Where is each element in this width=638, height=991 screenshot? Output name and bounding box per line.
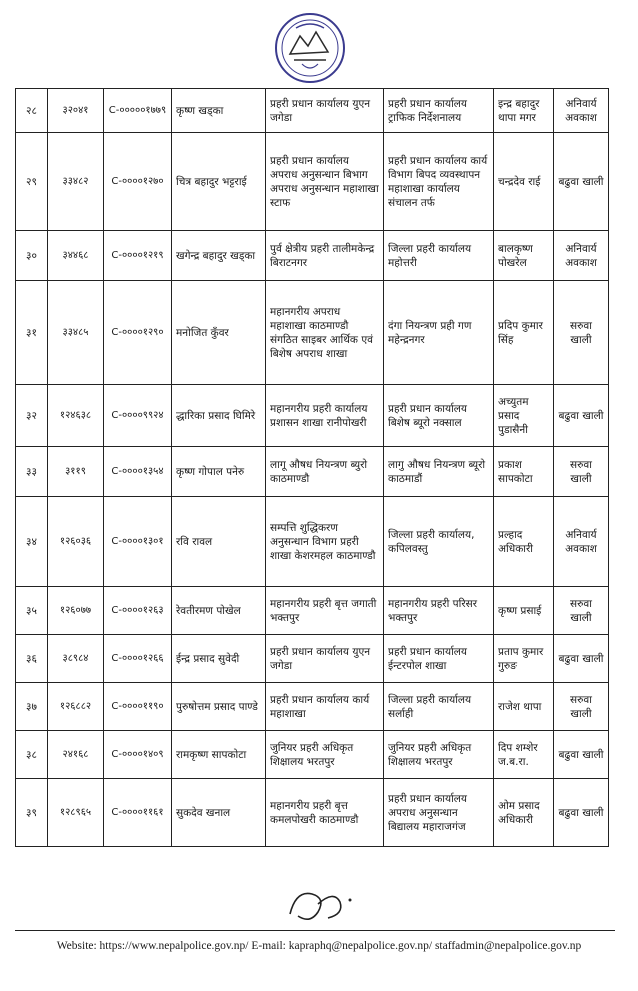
cell-to: प्रहरी प्रधान कार्यालय ट्राफिक निर्देशनालय <box>384 89 494 133</box>
cell-code: १२४६३८ <box>48 385 104 447</box>
cell-id: C-००००१२६६ <box>104 635 172 683</box>
cell-from: महानगरीय प्रहरी कार्यालय प्रशासन शाखा रानीपोखरी <box>266 385 384 447</box>
table-row <box>16 447 609 497</box>
cell-id: C-००००१२७० <box>104 133 172 231</box>
cell-code: ३४४६८ <box>48 231 104 281</box>
cell-sn: २९ <box>16 133 48 231</box>
cell-to: जिल्ला प्रहरी कार्यालय महोत्तरी <box>384 231 494 281</box>
cell-id: C-००००९९२४ <box>104 385 172 447</box>
cell-to: प्रहरी प्रधान कार्यालय कार्य विभाग बिपद व्यवस्थापन महाशाखा कार्यालय संचालन तर्फ <box>384 133 494 231</box>
cell-to: जिल्ला प्रहरी कार्यालय, कपिलवस्तु <box>384 497 494 587</box>
cell-sn: ३५ <box>16 587 48 635</box>
table-row <box>16 385 609 447</box>
cell-to: प्रहरी प्रधान कार्यालय अपराध अनुसन्धान बिद्यालय महाराजगंज <box>384 779 494 847</box>
cell-sn: ३८ <box>16 731 48 779</box>
cell-code: १२६०७७ <box>48 587 104 635</box>
cell-from: जुनियर प्रहरी अधिकृत शिक्षालय भरतपुर <box>266 731 384 779</box>
cell-to: लागु औषध नियन्त्रण ब्यूरो काठमाडौं <box>384 447 494 497</box>
table-row <box>16 731 609 779</box>
signature-icon <box>282 880 362 930</box>
table-row <box>16 133 609 231</box>
cell-from: सम्पत्ति शुद्धिकरण अनुसन्धान विभाग प्रहरी शाखा केशरमहल काठमाण्डौ <box>266 497 384 587</box>
cell-from: प्रहरी प्रधान कार्यालय युएन जगेडा <box>266 635 384 683</box>
cell-remark: बढुवा खाली <box>554 385 609 447</box>
cell-remark: सरुवा खाली <box>554 683 609 731</box>
cell-sn: ३२ <box>16 385 48 447</box>
cell-from: महानगरीय प्रहरी बृत्त जगाती भक्तपुर <box>266 587 384 635</box>
cell-remark: अनिवार्य अवकाश <box>554 497 609 587</box>
cell-name: चित्र बहादुर भट्टराई <box>172 133 266 231</box>
cell-to: दंगा नियन्त्रण प्रही गण महेन्द्रनगर <box>384 281 494 385</box>
cell-code: ३३४८२ <box>48 133 104 231</box>
cell-name: द्धारिका प्रसाद घिमिरे <box>172 385 266 447</box>
cell-replacement: कृष्ण प्रसाई <box>494 587 554 635</box>
cell-remark: सरुवा खाली <box>554 447 609 497</box>
cell-name: खगेन्द्र बहादुर खड्का <box>172 231 266 281</box>
cell-to: जुनियर प्रहरी अधिकृत शिक्षालय भरतपुर <box>384 731 494 779</box>
table-row <box>16 587 609 635</box>
cell-code: २४१६८ <box>48 731 104 779</box>
cell-from: प्रहरी प्रधान कार्यालय युएन जगेडा <box>266 89 384 133</box>
cell-replacement: प्रदिप कुमार सिंह <box>494 281 554 385</box>
cell-code: १२६८८२ <box>48 683 104 731</box>
cell-id: C-००००११९० <box>104 683 172 731</box>
cell-replacement: राजेश थापा <box>494 683 554 731</box>
cell-replacement: चन्द्रदेव राई <box>494 133 554 231</box>
cell-to: प्रहरी प्रधान कार्यालय बिशेष ब्यूरो नक्साल <box>384 385 494 447</box>
footer-divider <box>15 930 615 931</box>
cell-code: ३३४८५ <box>48 281 104 385</box>
cell-remark: अनिवार्य अवकाश <box>554 89 609 133</box>
cell-from: महानगरीय प्रहरी बृत्त कमलपोखरी काठमाण्डौ <box>266 779 384 847</box>
cell-replacement: प्रताप कुमार गुरुङ <box>494 635 554 683</box>
cell-id: C-००००१२९० <box>104 281 172 385</box>
cell-remark: सरुवा खाली <box>554 587 609 635</box>
cell-sn: ३६ <box>16 635 48 683</box>
cell-remark: अनिवार्य अवकाश <box>554 231 609 281</box>
cell-to: जिल्ला प्रहरी कार्यालय सर्लाही <box>384 683 494 731</box>
cell-name: रेवतीरमण पोखेल <box>172 587 266 635</box>
cell-code: १२८९६५ <box>48 779 104 847</box>
cell-to: प्रहरी प्रधान कार्यालय ईन्टरपोल शाखा <box>384 635 494 683</box>
cell-replacement: ओम प्रसाद अधिकारी <box>494 779 554 847</box>
cell-name: मनोजित कुँवर <box>172 281 266 385</box>
cell-id: C-००००१४०९ <box>104 731 172 779</box>
cell-sn: ३९ <box>16 779 48 847</box>
cell-remark: सरुवा खाली <box>554 281 609 385</box>
cell-sn: ३७ <box>16 683 48 731</box>
cell-name: रामकृष्ण सापकोटा <box>172 731 266 779</box>
cell-remark: बढुवा खाली <box>554 779 609 847</box>
cell-sn: ३१ <box>16 281 48 385</box>
cell-remark: बढुवा खाली <box>554 635 609 683</box>
cell-replacement: इन्द्र बहादुर थापा मगर <box>494 89 554 133</box>
cell-replacement: प्रल्हाद अधिकारी <box>494 497 554 587</box>
cell-replacement: प्रकाश सापकोटा <box>494 447 554 497</box>
cell-sn: २८ <box>16 89 48 133</box>
staff-transfer-table <box>15 88 609 847</box>
cell-name: कृष्ण गोपाल पनेरु <box>172 447 266 497</box>
cell-sn: ३३ <box>16 447 48 497</box>
cell-name: ईन्द्र प्रसाद सुवेदी <box>172 635 266 683</box>
table-row <box>16 497 609 587</box>
table-row <box>16 231 609 281</box>
table-row <box>16 683 609 731</box>
cell-replacement: अच्युतम प्रसाद पुडासैनी <box>494 385 554 447</box>
cell-replacement: दिप शम्शेर ज.ब.रा. <box>494 731 554 779</box>
cell-name: कृष्ण खड्का <box>172 89 266 133</box>
cell-id: C-००००११६१ <box>104 779 172 847</box>
cell-name: पुरुषोत्तम प्रसाद पाण्डे <box>172 683 266 731</box>
cell-id: C-०००००१७७९ <box>104 89 172 133</box>
cell-remark: बढुवा खाली <box>554 133 609 231</box>
cell-sn: ३४ <box>16 497 48 587</box>
footer-contact-text: Website: https://www.nepalpolice.gov.np/ E-mail: kapraphq@nepalpolice.gov.np/ staffadmin@nepalpolice.gov.np <box>56 940 582 952</box>
cell-code: ३११९ <box>48 447 104 497</box>
cell-id: C-००००१२१९ <box>104 231 172 281</box>
cell-from: पुर्व क्षेत्रीय प्रहरी तालीमकेन्द्र बिराटनगर <box>266 231 384 281</box>
table-row <box>16 281 609 385</box>
cell-from: प्रहरी प्रधान कार्यालय कार्य महाशाखा <box>266 683 384 731</box>
cell-id: C-००००१३५४ <box>104 447 172 497</box>
cell-id: C-००००१३०१ <box>104 497 172 587</box>
cell-sn: ३० <box>16 231 48 281</box>
cell-from: प्रहरी प्रधान कार्यालय अपराध अनुसन्धान बिभाग अपराध अनुसन्धान महाशाखा स्टाफ <box>266 133 384 231</box>
cell-to: महानगरीय प्रहरी परिसर भक्तपुर <box>384 587 494 635</box>
table-row <box>16 635 609 683</box>
cell-replacement: बालकृष्ण पोखरेल <box>494 231 554 281</box>
cell-from: लागू औषध नियन्त्रण ब्युरो काठमाण्डौ <box>266 447 384 497</box>
cell-code: ३२०४१ <box>48 89 104 133</box>
cell-name: सुकदेव खनाल <box>172 779 266 847</box>
cell-name: रवि रावल <box>172 497 266 587</box>
cell-from: महानगरीय अपराध महाशाखा काठमाण्डौ संगठित साइबर आर्थिक एवं बिशेष अपराध शाखा <box>266 281 384 385</box>
cell-id: C-००००१२६३ <box>104 587 172 635</box>
table-row <box>16 89 609 133</box>
table-row <box>16 779 609 847</box>
cell-code: ३८९८४ <box>48 635 104 683</box>
cell-remark: बढुवा खाली <box>554 731 609 779</box>
cell-code: १२६०३६ <box>48 497 104 587</box>
